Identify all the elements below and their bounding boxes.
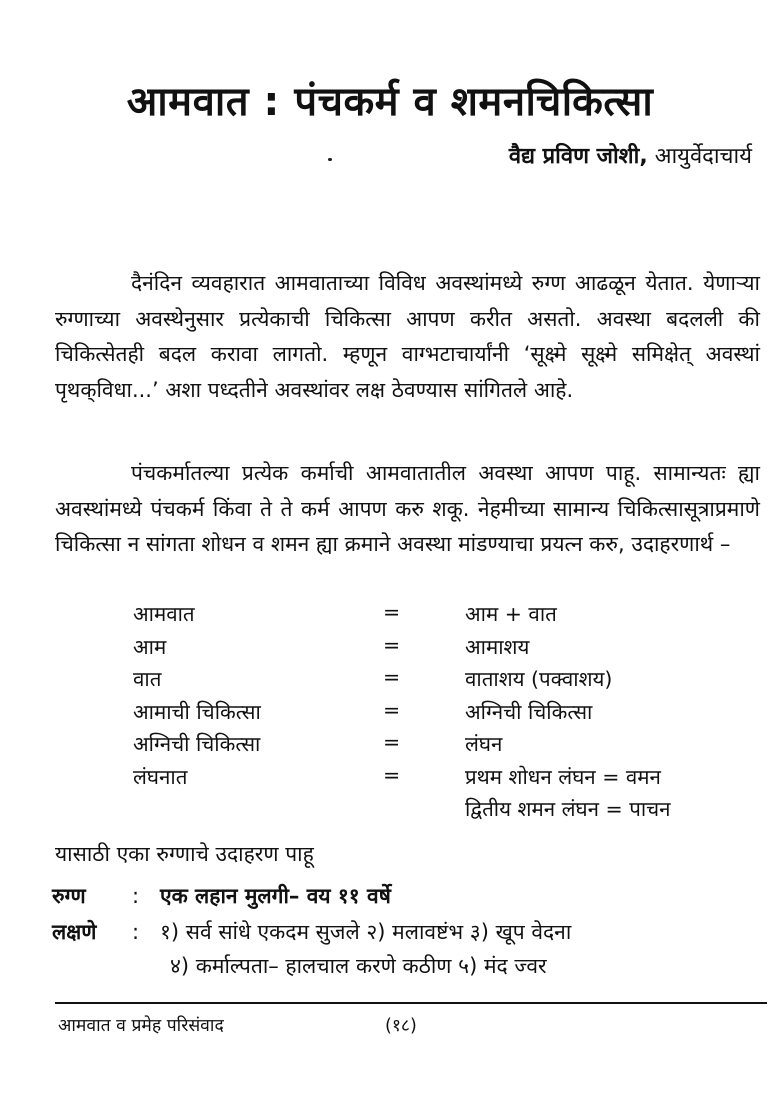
symptoms-line-1: १) सर्व सांधे एकदम सुजले २) मलावष्टंभ ३) खूप वेदना [160, 920, 572, 944]
equation-value: आम + वात [465, 602, 557, 626]
author-line [509, 140, 752, 170]
equation-term: वात [133, 667, 162, 691]
patient-value: एक लहान मुलगी– वय ११ वर्षे [160, 884, 391, 908]
author-name: वैद्य प्रविण जोशी, [508, 144, 648, 169]
ink-speck [328, 158, 332, 161]
patient-colon: : [132, 884, 140, 908]
page-title: आमवात : पंचकर्म व शमनचिकित्सा [126, 79, 654, 125]
page-number: (१८) [385, 1016, 417, 1036]
equation-value: आमाशय [465, 634, 530, 659]
equation-value: अग्निची चिकित्सा [465, 699, 593, 724]
equals-sign: = [383, 697, 401, 722]
equals-sign: = [383, 600, 401, 624]
equation-value: प्रथम शोधन लंघन = वमन [465, 764, 661, 789]
equation-term: अग्निची चिकित्सा [133, 732, 261, 756]
paragraph-1-text: दैनंदिन व्यवहारात आमवाताच्या विविध अवस्थांमध्ये रुग्ण आढळून येतात. येणाऱ्या रुग्णाच्या अवस्थेनुसार प्रत्येकाची चिकित्सा आपण करीत असतो. अवस्था बदलली की चिकित्सेतही बदल करावा लागतो. म्हणून वाग्भटाचार्यांनी ‘सूक्ष्मे सूक्ष्मे समिक्षेत् अवस्थां पृथक्‌विधा...’ अशा पध्दतीने अवस्थांवर लक्ष ठेवण्यास सांगितले आहे. [55, 271, 760, 402]
equation-value: वाताशय (पक्वाशय) [465, 667, 613, 691]
symptoms-line-2: ४) कर्माल्पता– हालचाल करणे कठीण ५) मंद ज्वर [170, 954, 547, 978]
equals-sign: = [383, 665, 401, 689]
equals-sign: = [383, 730, 401, 754]
paragraph-2 [55, 456, 760, 563]
paragraph-1 [55, 266, 760, 408]
equation-term: आमवात [133, 602, 195, 626]
symptoms-row [52, 918, 571, 946]
patient-row [52, 882, 391, 910]
equation-value: द्वितीय शमन लंघन = पाचन [465, 797, 671, 821]
equation-term: आमाची चिकित्सा [133, 699, 261, 724]
footer-title: आमवात व प्रमेह परिसंवाद [58, 1016, 224, 1036]
equals-sign: = [383, 762, 401, 787]
example-intro: यासाठी एका रुग्णाचे उदाहरण पाहू [55, 842, 314, 866]
footer-divider [55, 1002, 767, 1004]
equals-sign: = [383, 632, 401, 657]
symptoms-colon: : [132, 920, 140, 944]
patient-label: रुग्ण [52, 884, 86, 908]
author-designation: आयुर्वेदाचार्य [654, 144, 752, 169]
equation-term: आम [133, 634, 167, 659]
equation-term: लंघनात [133, 764, 188, 789]
paragraph-2-text: पंचकर्मातल्या प्रत्येक कर्माची आमवातातील अवस्था आपण पाहू. सामान्यतः ह्या अवस्थांमध्ये पंचकर्म किंवा ते ते कर्म आपण करु शकू. नेहमीच्या सामान्य चिकित्सासूत्राप्रमाणे चिकित्सा न सांगता शोधन व शमन ह्या क्रमाने अवस्था मांडण्याचा प्रयत्न करु, उदाहरणार्थ – [55, 461, 760, 556]
symptoms-label: लक्षणे [52, 920, 97, 944]
equation-value: लंघन [465, 732, 503, 756]
